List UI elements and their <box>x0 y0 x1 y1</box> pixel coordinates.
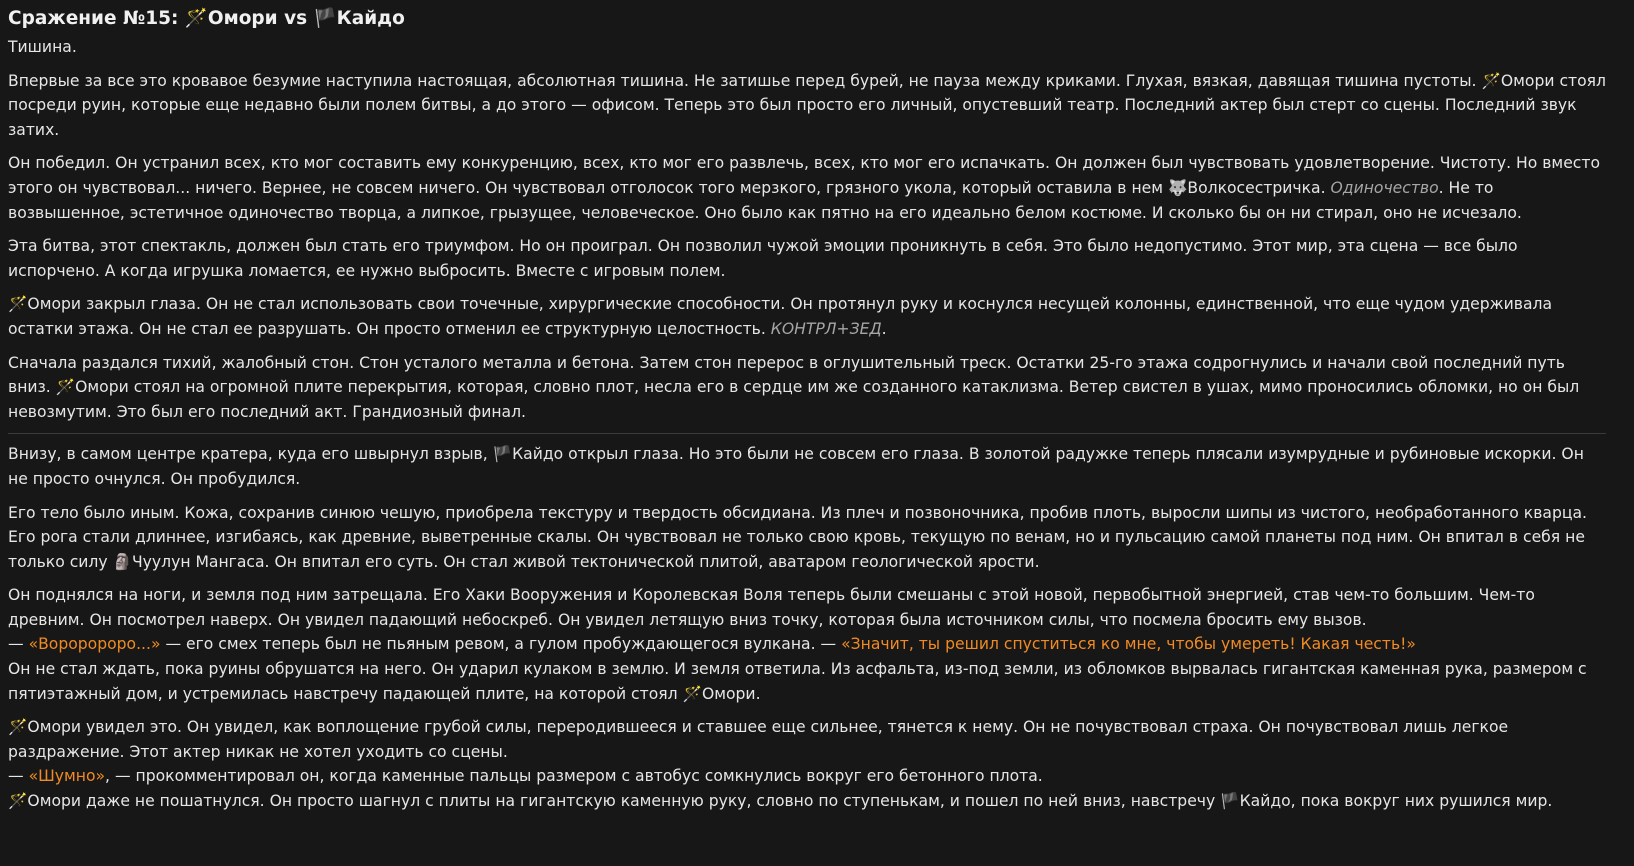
paragraph-omori-text: 🪄Омори увидел это. Он увидел, как воплощение грубой силы, переродившееся и ставшее еще сильнее, тянется к нему. Он не почувствовал страха. Он почувствовал лишь легкое раздражение. Этот актер никак не хотел уходить со сцены. <box>8 718 1509 761</box>
paragraph-triumph: Эта битва, этот спектакль, должен был стать его триумфом. Но он проиграл. Он позволил чужой эмоции проникнуть в себя. Это было недопустимо. Этот мир, эта сцена — все было испорчено. А когда игрушка ломается, ее нужно выбросить. Вместе с игровым полем. <box>8 237 1518 280</box>
ctrl-z-emphasis: КОНТРЛ+ЗЕД <box>770 319 882 338</box>
omori-noisy-quote: «Шумно» <box>28 767 106 786</box>
paragraph-collapse: Сначала раздался тихий, жалобный стон. Стон усталого металла и бетона. Затем стон перерос в оглушительный треск. Остатки 25-го этажа содрогнулись и начали свой последний путь вниз. 🪄Омори стоял на огромной плите перекрытия, которая, словно плот, несла его в сердце им же созданного катаклизма. Ветер свистел в ушах, мимо проносились обломки, но он был невозмутим. Это был его последний акт. Грандиозный финал. <box>8 353 1580 421</box>
dialogue-dash: — <box>8 635 29 654</box>
paragraph-silence: Тишина. <box>8 38 77 56</box>
paragraph-victory-text-b: . Не то возвышенное, эстетичное одиночество творца, а липкое, грызущее, человеческое. Оно было как пятно на его идеально белом костюме. И сколько бы он ни стирал, оно не исчезало. <box>8 178 1522 222</box>
dialogue-narration: , — прокомментировал он, когда каменные пальцы размером с автобус сомкнулись вокруг его бетонного плота. <box>105 767 1043 786</box>
paragraph-column-text-a: 🪄Омори закрыл глаза. Он не стал использовать свои точечные, хирургические способности. Он протянул руку и коснулся несущей колонны, единственной, что еще чудом удерживала остатки этажа. Он не стал ее разрушать. Он просто отменил ее структурную целостность. <box>8 295 1553 338</box>
paragraph-absolute-silence: Впервые за все это кровавое безумие наступила настоящая, абсолютная тишина. Не затишье перед бурей, не пауза между криками. Глухая, вязкая, давящая тишина пустоты. 🪄Омори стоял посреди руин, которые еще недавно были полем битвы, а до этого — офисом. Теперь это был просто его личный, опустевший театр. Последний актер был стерт со сцены. Последний звук затих. <box>8 71 1607 139</box>
paragraph-new-body: Его тело было иным. Кожа, сохранив синюю чешую, приобрела текстуру и твердость обсидиана. Из плеч и позвоночника, пробив плоть, выросли шипы из чистого, необработанного кварца. Его рога стали длиннее, изгибаясь, как древние, выветренные скалы. Он чувствовал не только свою кровь, текущую по венам, но и пульсацию самой планеты под ним. Он впитал в себя не только силу 🗿Чуулун Мангаса. Он впитал его суть. Он стал живой тектонической плитой, аватаром геологической ярости. <box>8 503 1587 571</box>
paragraph-rise <box>8 583 1606 706</box>
paragraph-victory-text-a: Он победил. Он устранил всех, кто мог составить ему конкуренцию, всех, кто мог его развлечь, всех, кто мог его испачкать. Он должен был чувствовать удовлетворение. Чистоту. Но вместо этого он чувствовал... ничего. Вернее, не совсем ничего. Он чувствовал отголосок того мерзкого, грязного укола, который оставила в нем 🐺Волкосестричка. <box>8 154 1600 197</box>
paragraph-final-step: 🪄Омори даже не пошатнулся. Он просто шагнул с плиты на гигантскую каменную руку, словно по ступенькам, и пошел по ней вниз, навстречу 🏴Кайдо, пока вокруг них рушился мир. <box>8 792 1553 811</box>
paragraph-column <box>8 292 1606 341</box>
loneliness-emphasis: Одиночество <box>1330 178 1439 197</box>
paragraph-stone-hand: Он не стал ждать, пока руины обрушатся на него. Он ударил кулаком в землю. И земля ответила. Из асфальта, из-под земли, из обломков вырвалась гигантская каменная рука, размером с пятиэтажный дом, и устремилась навстречу падающей плите, на которой стоял 🪄Омори. <box>8 660 1587 703</box>
dialogue-dash: — <box>8 767 29 786</box>
paragraph-rise-text: Он поднялся на ноги, и земля под ним затрещала. Его Хаки Вооружения и Королевская Воля теперь были смешаны с этой новой, первобытной энергией, став чем-то большим. Чем-то древним. Он посмотрел наверх. Он увидел падающий небоскреб. Он увидел летящую вниз точку, которая была источником силы, что посмела бросить ему вызов. <box>8 586 1535 629</box>
paragraph-victory <box>8 151 1606 225</box>
paragraph-awakening: Внизу, в самом центре кратера, куда его швырнул взрыв, 🏴Кайдо открыл глаза. Но это были не совсем его глаза. В золотой радужке теперь плясали изумрудные и рубиновые искорки. Он не просто очнулся. Он пробудился. <box>8 445 1584 488</box>
kaido-speech-quote: «Значит, ты решил спуститься ко мне, чтобы умереть! Какая честь!» <box>841 635 1416 654</box>
post-title: Сражение №15: 🪄Омори vs 🏴Кайдо <box>8 8 405 29</box>
dialogue-narration: — его смех теперь был не пьяным ревом, а гулом пробуждающегося вулкана. — <box>160 635 842 654</box>
paragraph-omori-reaction <box>8 715 1606 813</box>
section-divider <box>8 433 1606 434</box>
kaido-laugh-quote: «Вороророро...» <box>28 635 161 654</box>
paragraph-column-text-b: . <box>881 319 887 338</box>
